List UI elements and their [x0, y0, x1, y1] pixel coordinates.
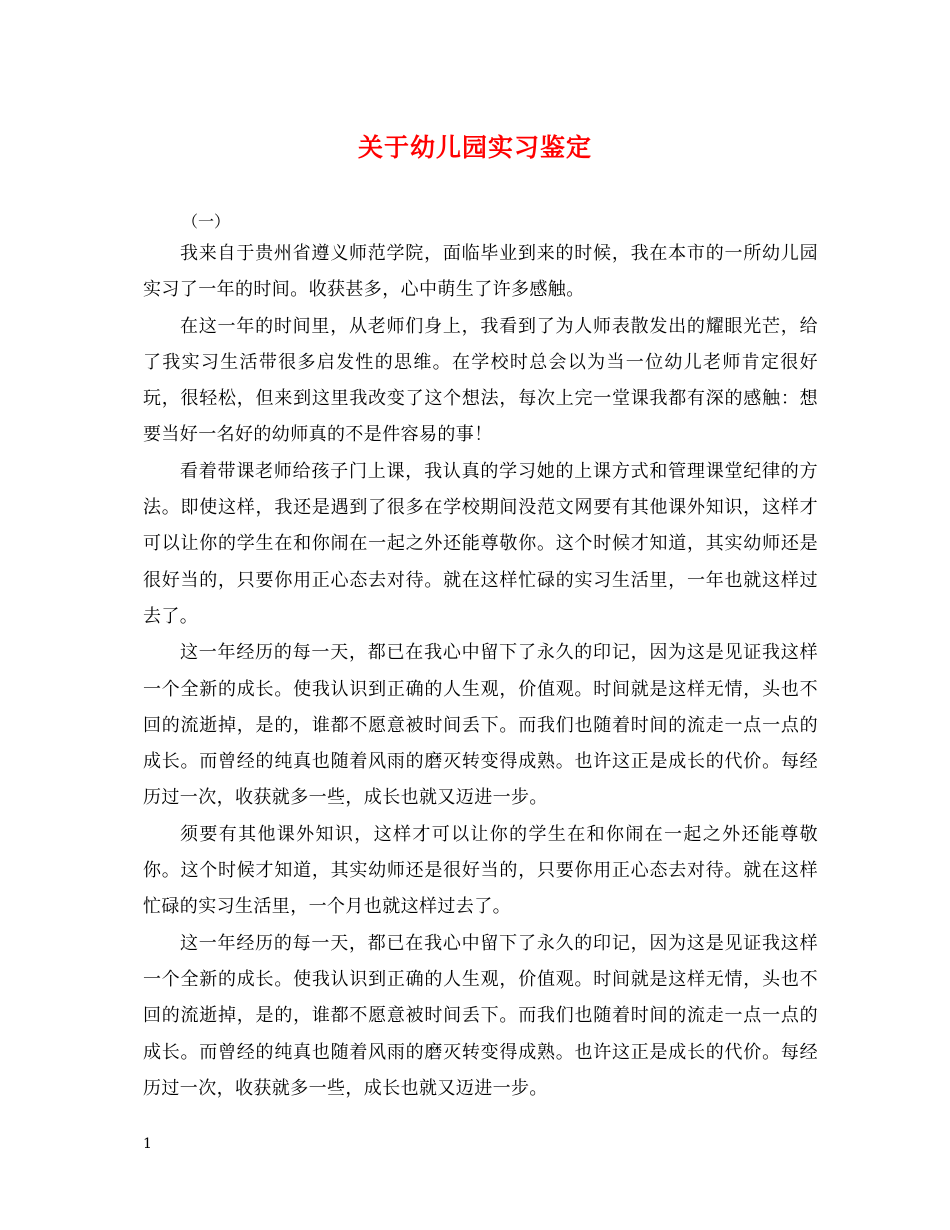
document-body	[143, 236, 818, 1107]
document-title: 关于幼儿园实习鉴定	[357, 133, 592, 162]
page-number: 1	[143, 1136, 152, 1152]
section-label: （一）	[182, 212, 231, 231]
paragraph: 须要有其他课外知识，这样才可以让你的学生在和你闹在一起之外还能尊敬你。这个时候才知道，其实幼师还是很好当的，只要你用正心态去对待。就在这样忙碌的实习生活里，一个月也就这样过去了。	[143, 823, 818, 918]
paragraph: 这一年经历的每一天，都已在我心中留下了永久的印记，因为这是见证我这样一个全新的成长。使我认识到正确的人生观，价值观。时间就是这样无情，头也不回的流逝掉，是的，谁都不愿意被时间丢下。而我们也随着时间的流走一点一点的成长。而曾经的纯真也随着风雨的磨灭转变得成熟。也许这正是成长的代价。每经历过一次，收获就多一些，成长也就又迈进一步。	[143, 642, 818, 809]
paragraph: 在这一年的时间里，从老师们身上，我看到了为人师表散发出的耀眼光芒，给了我实习生活带很多启发性的思维。在学校时总会以为当一位幼儿老师肯定很好玩，很轻松，但来到这里我改变了这个想法，每次上完一堂课我都有深的感触：想要当好一名好的幼师真的不是件容易的事！	[143, 315, 818, 446]
paragraph: 我来自于贵州省遵义师范学院，面临毕业到来的时候，我在本市的一所幼儿园实习了一年的时间。收获甚多，心中萌生了许多感触。	[143, 243, 818, 301]
paragraph: 看着带课老师给孩子门上课，我认真的学习她的上课方式和管理课堂纪律的方法。即使这样，我还是遇到了很多在学校期间没范文网要有其他课外知识，这样才可以让你的学生在和你闹在一起之外还能尊敬你。这个时候才知道，其实幼师还是很好当的，只要你用正心态去对待。就在这样忙碌的实习生活里，一年也就这样过去了。	[143, 460, 818, 627]
paragraph: 这一年经历的每一天，都已在我心中留下了永久的印记，因为这是见证我这样一个全新的成长。使我认识到正确的人生观，价值观。时间就是这样无情，头也不回的流逝掉，是的，谁都不愿意被时间丢下。而我们也随着时间的流走一点一点的成长。而曾经的纯真也随着风雨的磨灭转变得成熟。也许这正是成长的代价。每经历过一次，收获就多一些，成长也就又迈进一步。	[143, 932, 818, 1099]
